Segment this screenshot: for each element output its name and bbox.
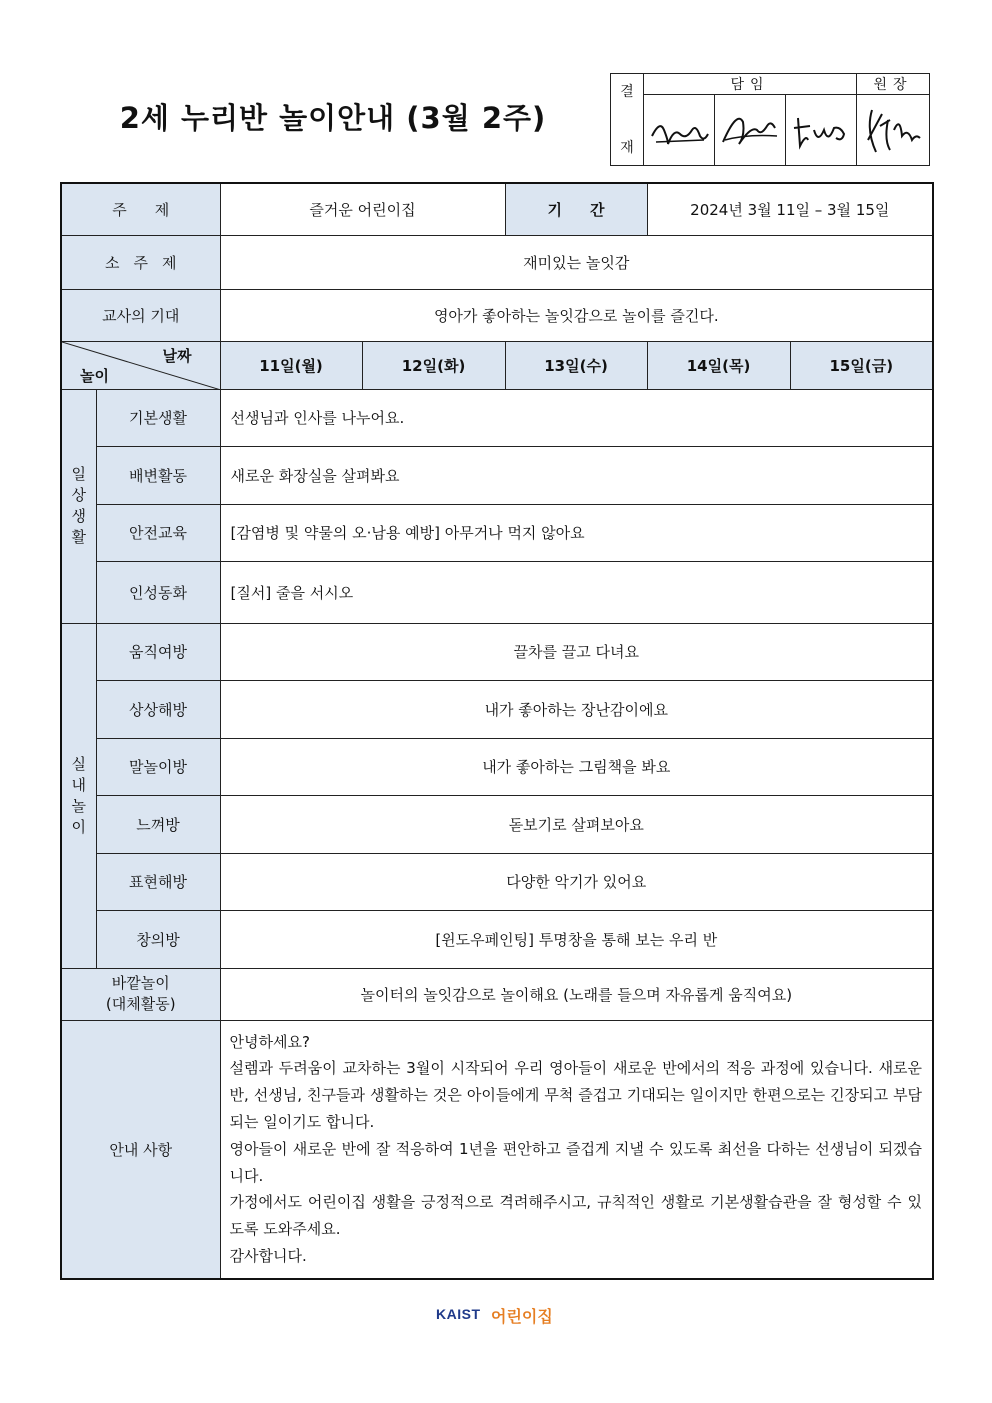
notice-paragraph: 영아들이 새로운 반에 잘 적응하여 1년을 편안하고 즐겁게 지낼 수 있도록 최선을 다하는 선생님이 되겠습니다. xyxy=(229,1139,923,1185)
notice-paragraph: 가정에서도 어린이집 생활을 긍정적으로 격려해주시고, 규칙적인 생활로 기본생활습관을 잘 형성할 수 있도록 도와주세요. xyxy=(229,1193,923,1239)
indoor-row-name: 움직여방 xyxy=(96,623,220,680)
subtheme-value: 재미있는 놀잇감 xyxy=(220,235,933,289)
outdoor-label-line1: 바깥놀이 xyxy=(111,974,170,992)
logo-text-kr: 어린이집 xyxy=(491,1307,553,1326)
daily-life-section-label: 일 상 생 활 xyxy=(61,389,96,623)
weekly-plan-table xyxy=(60,182,934,1280)
signature-2 xyxy=(715,95,786,166)
indoor-play-section-label: 실 내 놀 이 xyxy=(61,623,96,968)
daily-row-value: 선생님과 인사를 나누어요. xyxy=(220,389,933,446)
indoor-row-name: 창의방 xyxy=(96,910,220,968)
indoor-row-value: 내가 좋아하는 장난감이에요 xyxy=(220,680,933,738)
approval-box xyxy=(610,73,930,166)
indoor-row-value: 다양한 악기가 있어요 xyxy=(220,853,933,910)
logo-text-en: KAIST xyxy=(436,1306,481,1322)
expectation-label: 교사의 기대 xyxy=(61,289,220,341)
indoor-row-value: [윈도우페인팅] 투명창을 통해 보는 우리 반 xyxy=(220,910,933,968)
indoor-row-name: 느껴방 xyxy=(96,795,220,853)
expectation-value: 영아가 좋아하는 놀잇감으로 놀이를 즐긴다. xyxy=(220,289,933,341)
outdoor-value: 놀이터의 놀잇감으로 놀이해요 (노래를 들으며 자유롭게 움직여요) xyxy=(220,968,933,1020)
date-play-corner xyxy=(61,341,220,389)
day-header-wed: 13일(수) xyxy=(505,341,647,389)
theme-label: 주제 xyxy=(61,183,220,235)
play-corner-label: 놀이 xyxy=(80,366,109,385)
indoor-row-name: 말놀이방 xyxy=(96,738,220,795)
subtheme-label: 소주제 xyxy=(61,235,220,289)
daily-row-name: 안전교육 xyxy=(96,504,220,561)
notice-body xyxy=(220,1020,933,1279)
indoor-row-value: 돋보기로 살펴보아요 xyxy=(220,795,933,853)
period-label: 기간 xyxy=(505,183,647,235)
signature-4 xyxy=(857,95,930,166)
approval-homeroom-header: 담임 xyxy=(644,74,857,95)
day-header-fri: 15일(금) xyxy=(790,341,933,389)
daily-row-name: 기본생활 xyxy=(96,389,220,446)
outdoor-label xyxy=(61,968,220,1020)
page-title: 2세 누리반 놀이안내 (3월 2주) xyxy=(119,101,547,135)
daily-row-value: [감염병 및 약물의 오·남용 예방] 아무거나 먹지 않아요 xyxy=(220,504,933,561)
notice-paragraph: 감사합니다. xyxy=(229,1247,307,1266)
period-value: 2024년 3월 11일 – 3월 15일 xyxy=(647,183,933,235)
daily-row-name: 배변활동 xyxy=(96,446,220,504)
signature-1 xyxy=(644,95,715,166)
daily-row-value: [질서] 줄을 서시오 xyxy=(220,561,933,623)
daily-row-value: 새로운 화장실을 살펴봐요 xyxy=(220,446,933,504)
notice-paragraph: 설렘과 두려움이 교차하는 3월이 시작되어 우리 영아들이 새로운 반에서의 적응 과정에 있습니다. 새로운 반, 선생님, 친구들과 생활하는 것은 아이들에게 무척 즐겁고 기대되는 일이지만 한편으로는 긴장되고 부담되는 일이기도 합니다. xyxy=(229,1059,923,1132)
daily-row-name: 인성동화 xyxy=(96,561,220,623)
day-header-tue: 12일(화) xyxy=(362,341,505,389)
approval-label-top: 결 xyxy=(620,83,634,100)
indoor-row-name: 상상해방 xyxy=(96,680,220,738)
indoor-row-name: 표현해방 xyxy=(96,853,220,910)
indoor-row-value: 내가 좋아하는 그림책을 봐요 xyxy=(220,738,933,795)
day-header-mon: 11일(월) xyxy=(220,341,362,389)
theme-value: 즐거운 어린이집 xyxy=(220,183,505,235)
outdoor-label-line2: (대체활동) xyxy=(105,995,176,1013)
approval-label-bottom: 재 xyxy=(620,139,634,156)
notice-label: 안내 사항 xyxy=(61,1020,220,1279)
indoor-row-value: 끌차를 끌고 다녀요 xyxy=(220,623,933,680)
approval-director-header: 원장 xyxy=(857,74,930,95)
approval-label xyxy=(611,74,644,166)
notice-paragraph: 안녕하세요? xyxy=(229,1032,310,1051)
day-header-thu: 14일(목) xyxy=(647,341,790,389)
kaist-daycare-logo xyxy=(436,1296,558,1328)
signature-3 xyxy=(786,95,857,166)
date-corner-label: 날짜 xyxy=(162,346,192,365)
